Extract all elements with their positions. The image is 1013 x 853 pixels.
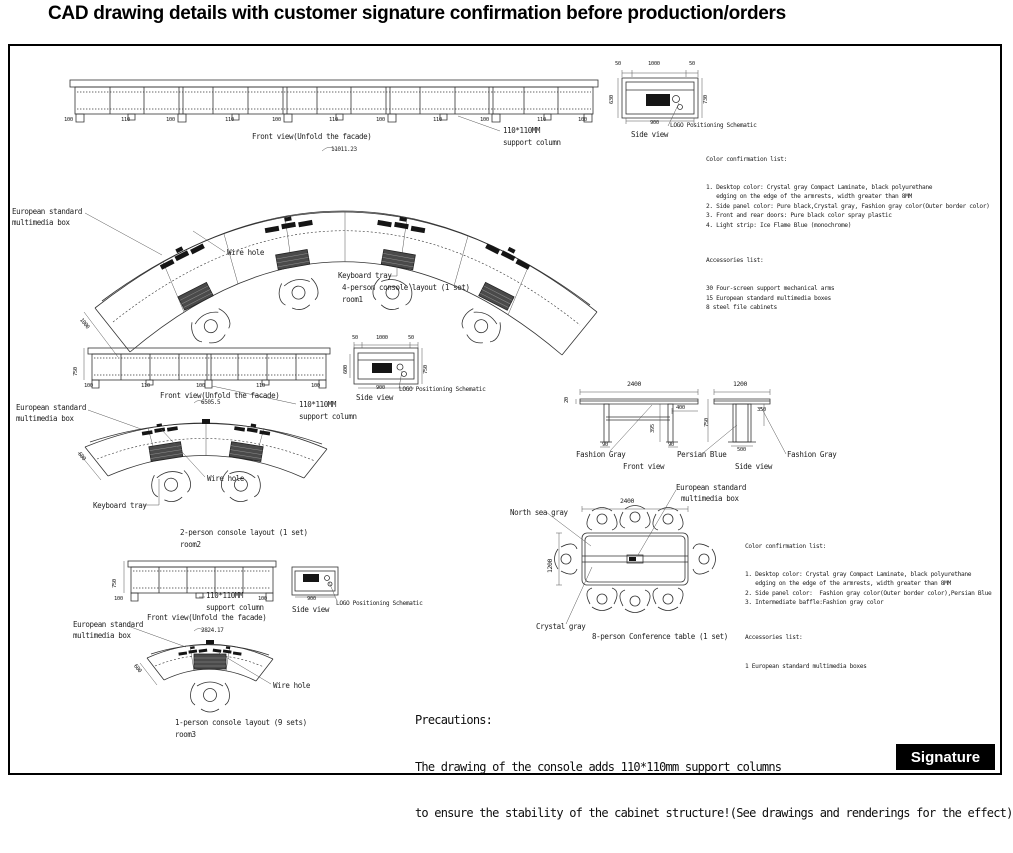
console-4p-drawing xyxy=(84,147,597,357)
arc-dim-2-label: 6505.5 xyxy=(201,399,221,406)
list-line: 1 European standard multimedia boxes xyxy=(745,662,867,670)
logo-schematic-2-label: LOGO Positioning Schematic xyxy=(399,386,486,393)
conference-side-view-drawing xyxy=(703,389,786,454)
dim-label: 750 xyxy=(423,365,429,374)
dim-label: 50 xyxy=(408,335,414,341)
dim-label: 1000 xyxy=(376,335,388,341)
dim-label: 90 xyxy=(602,442,608,448)
dim-label: 600 xyxy=(343,365,349,374)
dim-label: 100 xyxy=(64,117,73,123)
list-line: 30 Four-screen support mechanical arms xyxy=(706,285,835,293)
dim-label: 100 xyxy=(258,596,267,602)
dim-label: 750 xyxy=(704,418,710,427)
support-column-1-label-line2: support column xyxy=(503,138,561,147)
dim-label: 110 xyxy=(121,117,130,123)
wire-hole-3-label: Wire hole xyxy=(273,681,311,690)
dim-label: 100 xyxy=(272,117,281,123)
conference-plan-drawing xyxy=(546,490,716,624)
side-view-3-label: Side view xyxy=(292,605,330,614)
page-title: CAD drawing details with customer signature confirmation before production/orders xyxy=(48,3,786,24)
dim-label: 395 xyxy=(650,424,656,433)
dim-label: 350 xyxy=(757,407,766,413)
room-1-label: room1 xyxy=(342,295,363,304)
support-column-1-label-line1: 110*110MM xyxy=(503,126,541,135)
multimedia-box-1-label-line1: European standard xyxy=(12,207,82,216)
dim-label: 1200 xyxy=(546,558,554,573)
dim-label: 750 xyxy=(112,579,118,588)
fashion-gray-side-label: Fashion Gray xyxy=(787,450,837,459)
dim-label: 900 xyxy=(307,596,316,602)
dim-label: 1000 xyxy=(78,317,91,331)
multimedia-box-3-label-line2: multimedia box xyxy=(681,494,739,503)
signature-button[interactable]: Signature xyxy=(896,744,995,770)
dim-label: 750 xyxy=(73,367,79,376)
dim-label: 100 xyxy=(480,117,489,123)
dim-label: 100 xyxy=(376,117,385,123)
keyboard-tray-2-label: Keyboard tray xyxy=(93,501,147,510)
list-line: 3. Front and rear doors: Pure black color spray plastic xyxy=(706,212,892,220)
color-confirmation-list-1 xyxy=(706,136,1006,331)
dim-label: 900 xyxy=(376,385,385,391)
multimedia-box-4-label-line2: multimedia box xyxy=(73,631,131,640)
list-line: 8 steel file cabinets xyxy=(706,303,777,311)
support-column-2-label-line2: support column xyxy=(299,412,357,421)
side-view-2-label: Side view xyxy=(356,393,394,402)
color-list-2-items xyxy=(745,570,1005,608)
dim-label: 900 xyxy=(650,120,659,126)
dim-label: 100 xyxy=(84,383,93,389)
dim-label: 90 xyxy=(668,442,674,448)
list-line: 4. Light strip: Ice Flame Blue (monochrome) xyxy=(706,221,852,229)
support-column-3-label-line2: support column xyxy=(206,603,264,612)
dim-label: 600 xyxy=(76,451,87,462)
dim-label: 500 xyxy=(737,447,746,453)
list-line: edging on the edge of the armrests, width greater than 8MM xyxy=(706,193,912,201)
accessories-list-1-items xyxy=(706,284,1006,312)
accessories-list-2-title: Accessories list: xyxy=(745,634,803,642)
conference-table-label: 8-person Conference table (1 set) xyxy=(592,632,728,641)
list-line: 2. Side panel color: Fashion gray color(Outer border color),Persian Blue xyxy=(745,589,992,597)
wire-hole-2-label: Wire hole xyxy=(207,474,245,483)
conference-front-view-drawing xyxy=(576,389,698,451)
arc-dim-3-label: 2824.17 xyxy=(201,627,224,634)
fashion-gray-front-label: Fashion Gray xyxy=(576,450,626,459)
accessories-list-1-title: Accessories list: xyxy=(706,256,764,264)
dim-label: 100 xyxy=(196,383,205,389)
front-view-3-label: Front view(Unfold the facade) xyxy=(147,613,267,622)
logo-schematic-1-label: LOGO Positioning Schematic xyxy=(670,122,757,129)
side-view-conference-label: Side view xyxy=(735,462,773,471)
dim-label: 100 xyxy=(166,117,175,123)
list-line: 2. Side panel color: Pure black,Crystal gray, Fashion gray color(Outer border color) xyxy=(706,202,990,210)
dim-label: 100 xyxy=(578,117,587,123)
room-2-label: room2 xyxy=(180,540,201,549)
dim-label: 50 xyxy=(689,61,695,67)
dim-label: 2400 xyxy=(627,380,642,388)
support-column-3-label-line1: 110*110MM xyxy=(206,591,244,600)
logo-schematic-3-label: LOGO Positioning Schematic xyxy=(336,600,423,607)
crystal-gray-label: Crystal gray xyxy=(536,622,586,631)
keyboard-tray-1-label: Keyboard tray xyxy=(338,271,392,280)
dim-label: 100 xyxy=(311,383,320,389)
arc-dim-1-label: 11011.23 xyxy=(331,146,357,153)
color-list-2-title: Color confirmation list: xyxy=(745,542,827,550)
support-column-2-label-line1: 110*110MM xyxy=(299,400,337,409)
precautions-line-2: to ensure the stability of the cabinet structure!(See drawings and renderings for the effect) xyxy=(415,806,1013,820)
dim-label: 110 xyxy=(329,117,338,123)
side-view-1-label: Side view xyxy=(631,130,669,139)
layout-2-label: 2-person console layout (1 set) xyxy=(180,528,308,537)
dim-label: 630 xyxy=(609,95,615,104)
dim-label: 400 xyxy=(676,405,685,411)
color-confirmation-list-2 xyxy=(745,523,1005,690)
dim-label: 100 xyxy=(114,596,123,602)
wire-hole-1-label: Wire hole xyxy=(227,248,265,257)
console-2p-drawing xyxy=(78,401,327,506)
list-line: 3. Intermediate baffle:Fashion gray color xyxy=(745,599,884,607)
list-line: 1. Desktop color: Crystal gray Compact Laminate, black polyurethane xyxy=(745,571,972,579)
precautions-title: Precautions: xyxy=(415,713,493,727)
multimedia-box-3-label-line1: European standard xyxy=(676,483,746,492)
side-view-2-drawing xyxy=(350,342,422,388)
multimedia-box-1-label-line2: multimedia box xyxy=(12,218,70,227)
layout-1-label: 4-person console layout (1 set) xyxy=(342,283,470,292)
color-list-1-items xyxy=(706,183,1006,230)
dim-label: 50 xyxy=(352,335,358,341)
accessories-list-2-items xyxy=(745,662,1005,671)
dim-label: 20 xyxy=(564,397,570,403)
room-3-label: room3 xyxy=(175,730,196,739)
front-view-conference-label: Front view xyxy=(623,462,665,471)
list-line: 1. Desktop color: Crystal gray Compact Laminate, black polyurethane xyxy=(706,184,933,192)
console-1p-drawing xyxy=(128,626,273,712)
dim-label: 110 xyxy=(225,117,234,123)
dim-label: 2400 xyxy=(620,497,635,505)
dim-label: 50 xyxy=(615,61,621,67)
list-line: edging on the edge of the armrests, width greater than 8MM xyxy=(745,580,951,588)
multimedia-box-2-label-line2: multimedia box xyxy=(16,414,74,423)
dim-label: 600 xyxy=(132,663,143,674)
dim-label: 110 xyxy=(537,117,546,123)
dim-label: 1000 xyxy=(648,61,660,67)
front-view-1-label: Front view(Unfold the facade) xyxy=(252,132,372,141)
multimedia-box-2-label-line1: European standard xyxy=(16,403,86,412)
list-line: 15 European standard multimedia boxes xyxy=(706,294,831,302)
dim-label: 730 xyxy=(703,95,709,104)
dim-label: 110 xyxy=(433,117,442,123)
multimedia-box-4-label-line1: European standard xyxy=(73,620,143,629)
north-sea-gray-label: North sea gray xyxy=(510,508,568,517)
front-view-2-label: Front view(Unfold the facade) xyxy=(160,391,280,400)
color-list-1-title: Color confirmation list: xyxy=(706,155,788,163)
precautions-line-1: The drawing of the console adds 110*110mm support columns xyxy=(415,759,782,774)
dim-label: 1200 xyxy=(733,380,748,388)
front-view-3-drawing xyxy=(124,561,276,601)
layout-3-label: 1-person console layout (9 sets) xyxy=(175,718,307,727)
persian-blue-label: Persian Blue xyxy=(677,450,727,459)
side-view-1-drawing xyxy=(618,70,702,126)
dim-label: 110 xyxy=(256,383,265,389)
dim-label: 110 xyxy=(141,383,150,389)
